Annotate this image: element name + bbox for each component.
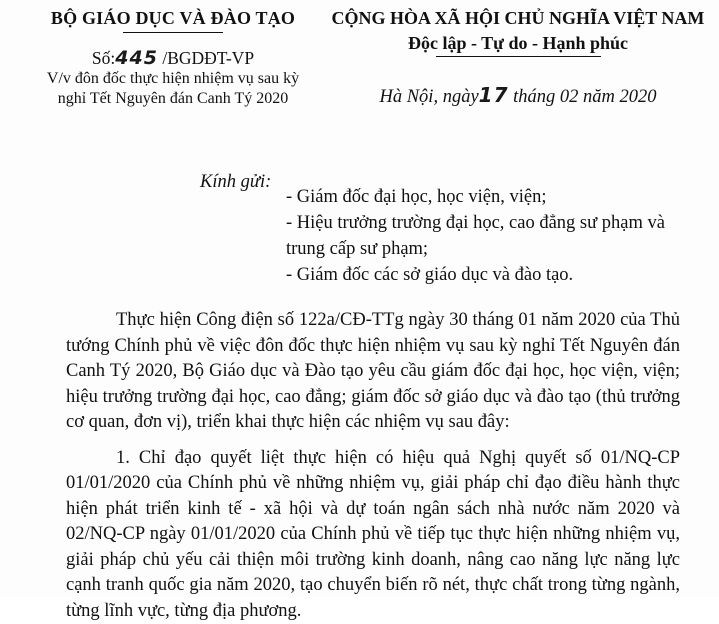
recipients-list	[286, 184, 706, 288]
ministry-name: BỘ GIÁO DỤC VÀ ĐÀO TẠO	[38, 8, 308, 29]
motto-underline	[436, 56, 601, 57]
header-left	[38, 8, 308, 109]
recipient-item: - Giám đốc đại học, học viện, viện;	[286, 184, 706, 210]
body-paragraph-2: 1. Chỉ đạo quyết liệt thực hiện có hiệu quả Nghị quyết số 01/NQ-CP 01/01/2020 của Chính phủ về những nhiệm vụ, giải pháp chỉ đạo điều hành thực hiện phát triển kinh tế - xã hội và dự toán ngân sách nhà nước năm 2020 và 02/NQ-CP ngày 01/01/2020 của Chính phủ về tiếp tục thực hiện những nhiệm vụ, giải pháp chủ yếu cải thiện môi trường kinh doanh, nâng cao năng lực năng lực cạnh tranh quốc gia năm 2020, tạo chuyển biến rõ nét, thực chất trong từng ngành, từng lĩnh vực, từng địa phương.	[66, 446, 680, 624]
date-day-handwritten: 17	[479, 83, 509, 107]
date-prefix: Hà Nội, ngày	[379, 87, 478, 107]
number-handwritten: 445	[115, 47, 158, 69]
recipients-label: Kính gửi:	[200, 172, 271, 193]
subject-line-1: V/v đôn đốc thực hiện nhiệm vụ sau kỳ	[38, 69, 308, 89]
recipient-item: - Giám đốc các sở giáo dục và đào tạo.	[286, 262, 706, 288]
header-right	[322, 8, 714, 108]
recipient-item: - Hiệu trưởng trường đại học, cao đẳng sư phạm và	[286, 210, 706, 236]
number-suffix: /BGDĐT-VP	[158, 48, 254, 68]
place-date	[322, 83, 714, 108]
date-suffix: tháng 02 năm 2020	[509, 87, 657, 107]
national-motto: Độc lập - Tự do - Hạnh phúc	[322, 33, 714, 54]
body-paragraph-1: Thực hiện Công điện số 122a/CĐ-TTg ngày 30 tháng 01 năm 2020 của Thủ tướng Chính phủ về việc đôn đốc thực hiện nhiệm vụ sau kỳ nghỉ Tết Nguyên đán Canh Tý 2020, Bộ Giáo dục và Đào tạo yêu cầu giám đốc đại học, học viện, viện; hiệu trưởng trường đại học, cao đẳng; giám đốc sở giáo dục và đào tạo (thủ trưởng cơ quan, đơn vị), triển khai thực hiện các nhiệm vụ sau đây:	[66, 308, 680, 436]
subject-line-2: nghỉ Tết Nguyên đán Canh Tý 2020	[38, 89, 308, 109]
ministry-underline	[123, 32, 223, 33]
republic-name: CỘNG HÒA XÃ HỘI CHỦ NGHĨA VIỆT NAM	[322, 8, 714, 29]
recipient-item: trung cấp sư phạm;	[286, 236, 706, 262]
body-text	[66, 308, 680, 624]
number-prefix: Số:	[92, 48, 115, 68]
document-number	[38, 47, 308, 69]
